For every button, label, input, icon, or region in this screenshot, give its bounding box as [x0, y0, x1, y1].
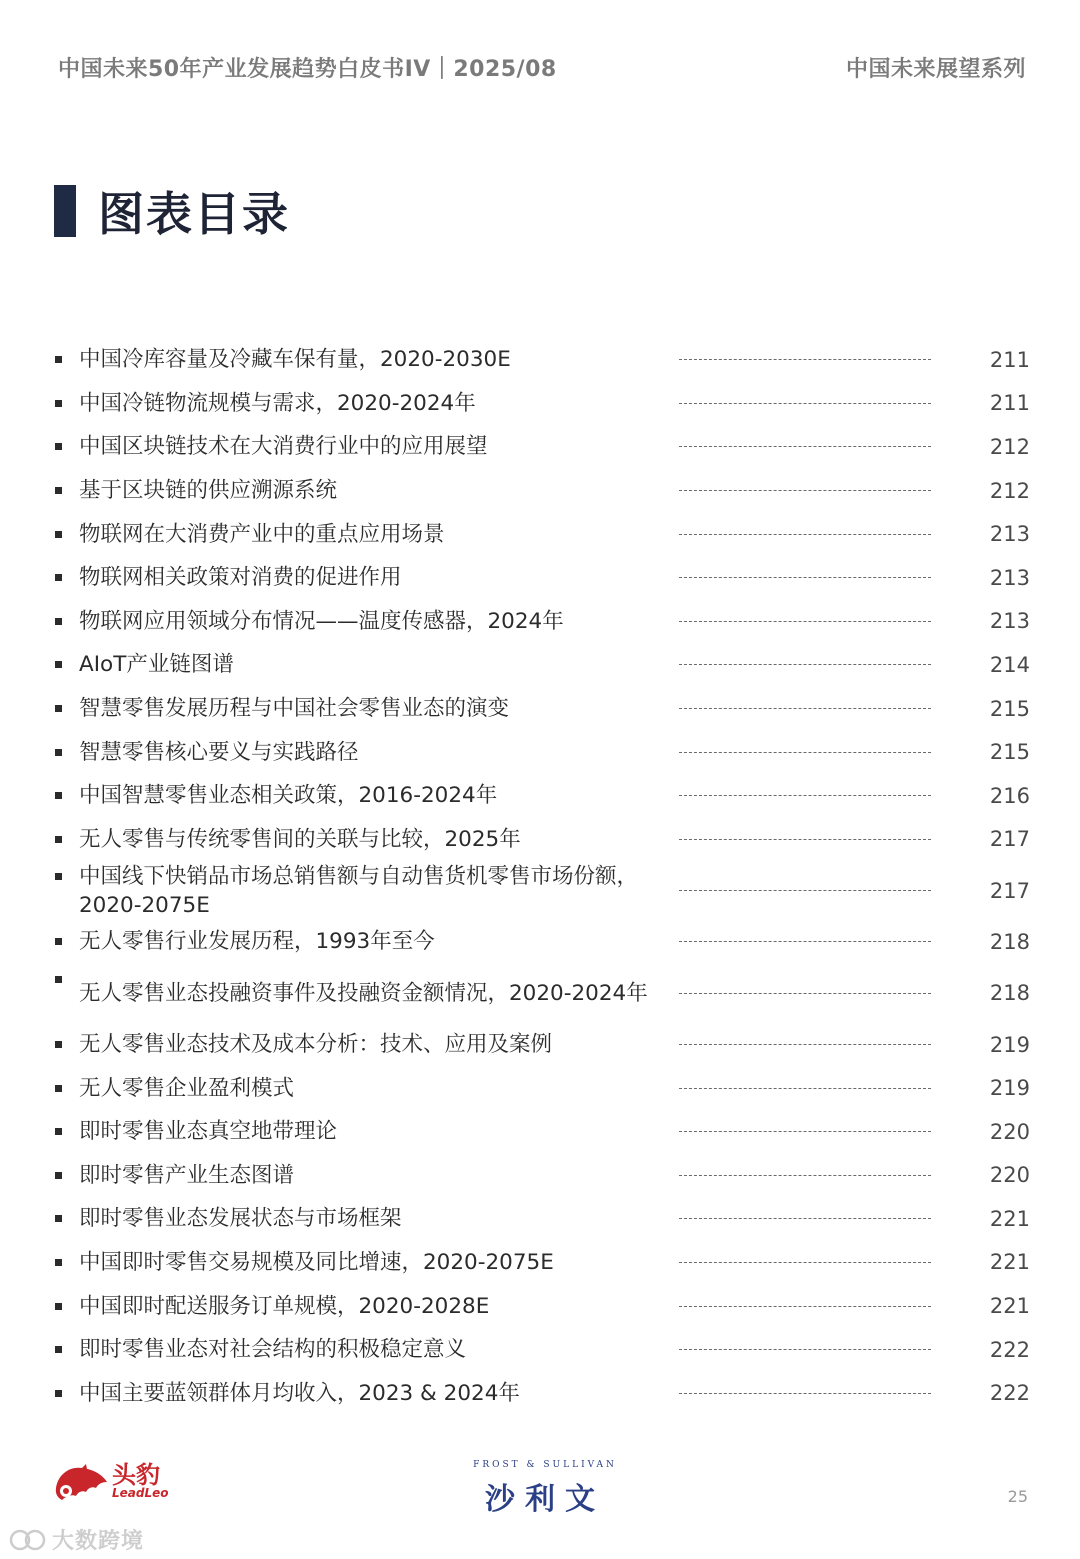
toc-page-number: 213 [989, 565, 1030, 590]
bullet-icon [55, 661, 62, 668]
toc-page-number: 222 [989, 1337, 1030, 1362]
frost-sullivan-en: FROST & SULLIVAN [473, 1460, 617, 1470]
toc-label: 中国冷库容量及冷藏车保有量，2020-2030E [79, 347, 511, 373]
leadleo-logo [52, 1458, 169, 1504]
toc-row[interactable] [54, 1066, 1030, 1110]
toc-row[interactable] [54, 382, 1030, 426]
bullet-icon [55, 705, 62, 712]
bullet-icon [55, 1303, 62, 1310]
bullet-icon [55, 1172, 62, 1179]
toc-row[interactable] [54, 556, 1030, 600]
toc-page-number: 213 [989, 522, 1030, 547]
toc-page-number: 222 [989, 1381, 1030, 1406]
leader-dots [679, 1262, 931, 1263]
toc-label: 智慧零售发展历程与中国社会零售业态的演变 [79, 696, 510, 722]
toc-row[interactable] [54, 425, 1030, 469]
toc-label: 物联网在大消费产业中的重点应用场景 [79, 521, 445, 547]
toc-label: 中国线下快销品市场总销售额与自动售货机零售市场份额，2020-2075E [79, 863, 639, 918]
toc-label: 智慧零售核心要义与实践路径 [79, 739, 359, 765]
leader-dots [679, 890, 931, 891]
leader-dots [679, 1218, 931, 1219]
toc-page-number: 219 [989, 1032, 1030, 1057]
leadleo-cn-name: 头豹 [112, 1461, 160, 1489]
toc-row[interactable] [54, 1197, 1030, 1241]
toc-label: 基于区块链的供应溯源系统 [79, 478, 338, 504]
leader-dots [679, 1349, 931, 1350]
watermark [8, 1524, 144, 1555]
bullet-icon [55, 938, 62, 945]
toc-label: 即时零售业态真空地带理论 [79, 1119, 338, 1145]
title-accent-bar [54, 185, 76, 237]
leader-dots [679, 664, 931, 665]
toc-row[interactable] [54, 1241, 1030, 1285]
bullet-icon [55, 574, 62, 581]
bullet-icon [55, 749, 62, 756]
toc-row[interactable] [54, 687, 1030, 731]
toc-row[interactable] [54, 469, 1030, 513]
leader-dots [679, 403, 931, 404]
bullet-icon [55, 618, 62, 625]
bullet-icon [55, 1215, 62, 1222]
bullet-icon [55, 836, 62, 843]
toc-row[interactable] [54, 1110, 1030, 1154]
toc-row[interactable] [54, 1154, 1030, 1198]
toc-page-number: 211 [989, 391, 1030, 416]
leader-dots [679, 1175, 931, 1176]
frost-sullivan-cn: 沙利文 [485, 1482, 605, 1517]
toc-page-number: 220 [989, 1119, 1030, 1144]
toc-page-number: 221 [989, 1250, 1030, 1275]
leader-dots [679, 577, 931, 578]
toc-page-number: 214 [989, 652, 1030, 677]
toc-row[interactable] [54, 818, 1030, 862]
leader-dots [679, 752, 931, 753]
leader-dots [679, 1393, 931, 1394]
leader-dots [679, 795, 931, 796]
bullet-icon [55, 443, 62, 450]
toc-label: 即时零售业态发展状态与市场框架 [79, 1206, 402, 1232]
toc-page-number: 217 [989, 827, 1030, 852]
bullet-icon [55, 356, 62, 363]
toc-page-number: 218 [989, 929, 1030, 954]
toc-page-number: 213 [989, 609, 1030, 634]
leader-dots [679, 621, 931, 622]
toc-row[interactable] [54, 1371, 1030, 1415]
toc-page-number: 212 [989, 434, 1030, 459]
toc-list [54, 338, 1030, 1415]
leader-dots [679, 941, 931, 942]
toc-page-number: 221 [989, 1294, 1030, 1319]
header-left-title: 中国未来50年产业发展趋势白皮书IV｜2025/08 [58, 57, 557, 82]
toc-label: AIoT产业链图谱 [79, 652, 234, 678]
leader-dots [679, 1306, 931, 1307]
toc-row[interactable] [54, 774, 1030, 818]
toc-page-number: 216 [989, 783, 1030, 808]
leader-dots [679, 993, 931, 994]
toc-row[interactable] [54, 1284, 1030, 1328]
toc-label: 中国即时零售交易规模及同比增速，2020-2075E [79, 1249, 554, 1275]
leader-dots [679, 359, 931, 360]
toc-label: 即时零售产业生态图谱 [79, 1162, 295, 1188]
toc-page-number: 220 [989, 1163, 1030, 1188]
toc-row[interactable] [54, 643, 1030, 687]
toc-label: 无人零售与传统零售间的关联与比较，2025年 [79, 826, 521, 852]
toc-row[interactable] [54, 512, 1030, 556]
bullet-icon [55, 792, 62, 799]
toc-row[interactable] [54, 861, 1030, 920]
toc-row[interactable] [54, 1023, 1030, 1067]
bullet-icon [55, 1041, 62, 1048]
leader-dots [679, 1131, 931, 1132]
watermark-text: 大数跨境 [52, 1529, 145, 1554]
toc-label: 中国智慧零售业态相关政策，2016-2024年 [79, 783, 498, 809]
section-title-block [54, 178, 290, 244]
leader-dots [679, 1088, 931, 1089]
frost-sullivan-logo [470, 1460, 620, 1518]
toc-label: 中国冷链物流规模与需求，2020-2024年 [79, 390, 476, 416]
toc-page-number: 215 [989, 740, 1030, 765]
toc-label: 中国区块链技术在大消费行业中的应用展望 [79, 434, 488, 460]
leader-dots [679, 446, 931, 447]
page-number: 25 [1007, 1487, 1028, 1506]
toc-page-number: 217 [989, 878, 1030, 903]
bullet-icon [55, 531, 62, 538]
toc-label: 无人零售行业发展历程，1993年至今 [79, 929, 435, 955]
toc-page-number: 221 [989, 1206, 1030, 1231]
toc-label: 无人零售业态投融资事件及投融资金额情况，2020-2024年 [79, 980, 648, 1006]
toc-label: 物联网相关政策对消费的促进作用 [79, 565, 402, 591]
toc-page-number: 219 [989, 1076, 1030, 1101]
toc-row[interactable] [54, 920, 1030, 964]
bullet-icon [55, 1128, 62, 1135]
bullet-icon [55, 1346, 62, 1353]
leader-dots [679, 708, 931, 709]
toc-row[interactable] [54, 1328, 1030, 1372]
bullet-icon [55, 487, 62, 494]
page-title: 图表目录 [98, 187, 290, 241]
toc-row[interactable] [54, 338, 1030, 382]
leader-dots [679, 1044, 931, 1045]
toc-label: 无人零售业态技术及成本分析：技术、应用及案例 [79, 1032, 553, 1058]
header-series-title: 中国未来展望系列 [845, 57, 1026, 82]
leader-dots [679, 839, 931, 840]
bullet-icon [55, 976, 62, 983]
leadleo-en-name: LeadLeo [112, 1486, 169, 1500]
bullet-icon [55, 1085, 62, 1092]
toc-page-number: 211 [989, 347, 1030, 372]
toc-label: 中国即时配送服务订单规模，2020-2028E [79, 1293, 490, 1319]
toc-label: 即时零售业态对社会结构的积极稳定意义 [79, 1337, 467, 1363]
toc-page-number: 218 [989, 981, 1030, 1006]
bullet-icon [55, 1259, 62, 1266]
bullet-icon [55, 1390, 62, 1397]
toc-label: 物联网应用领域分布情况——温度传感器，2024年 [79, 608, 564, 634]
toc-label: 中国主要蓝领群体月均收入，2023 & 2024年 [79, 1380, 520, 1406]
watermark-logo-icon [8, 1526, 48, 1554]
leopard-head-icon [52, 1458, 110, 1504]
toc-row[interactable] [54, 964, 1030, 1023]
toc-page-number: 215 [989, 696, 1030, 721]
leader-dots [679, 534, 931, 535]
bullet-icon [55, 873, 62, 880]
toc-row[interactable] [54, 600, 1030, 644]
toc-label: 无人零售企业盈利模式 [79, 1075, 295, 1101]
toc-page-number: 212 [989, 478, 1030, 503]
bullet-icon [55, 400, 62, 407]
toc-row[interactable] [54, 730, 1030, 774]
leader-dots [679, 490, 931, 491]
